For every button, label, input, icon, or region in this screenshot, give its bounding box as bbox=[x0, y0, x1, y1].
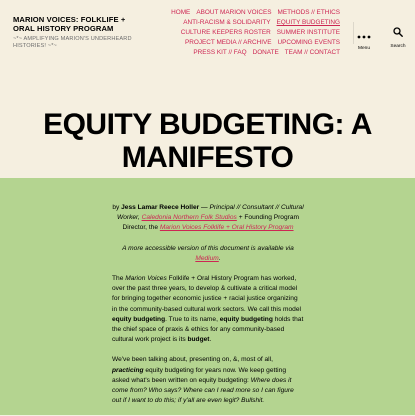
nav-item-summer-institute[interactable]: SUMMER INSTITUTE bbox=[276, 29, 340, 36]
author-role-2: + Founding Program Director, the bbox=[122, 214, 299, 232]
nav-item-donate[interactable]: DONATE bbox=[252, 49, 279, 56]
text: We've been talking about, presenting on, &, most of all, bbox=[112, 356, 273, 364]
org-link[interactable]: Caledonia Northern Folk Studios bbox=[141, 214, 237, 222]
nav-item-methods[interactable]: METHODS // ETHICS bbox=[277, 9, 340, 16]
program-link[interactable]: Marion Voices Folklife + Oral History Program bbox=[159, 224, 294, 232]
nav-row bbox=[168, 38, 340, 48]
nav-item-team-contact[interactable]: TEAM // CONTACT bbox=[284, 49, 340, 56]
accessible-note-text: A more accessible version of this document is available via bbox=[122, 244, 294, 252]
search-label: Search bbox=[390, 44, 406, 49]
menu-label: Menu bbox=[358, 46, 370, 51]
text-strong: budget bbox=[187, 336, 210, 344]
nav-row bbox=[168, 48, 340, 58]
nav-row bbox=[168, 8, 340, 18]
nav-item-project-media[interactable]: PROJECT MEDIA // ARCHIVE bbox=[184, 39, 272, 46]
paragraph-1 bbox=[112, 274, 304, 345]
nav-item-home[interactable]: HOME bbox=[171, 9, 191, 16]
nav-item-equity-budgeting[interactable]: EQUITY BUDGETING bbox=[276, 19, 340, 26]
site-header bbox=[0, 0, 415, 75]
text: holds that the chief space of praxis & ethics for any community-based cultural work project is its bbox=[112, 315, 304, 344]
paragraph-2 bbox=[112, 355, 304, 406]
text-emphasis: Where does it come from? Who says? Where can I read more so I can figure out if I want to do this; if y'all are even legit? Bullshit. bbox=[112, 376, 294, 405]
text-strong: equity budgeting bbox=[219, 315, 273, 323]
menu-button[interactable] bbox=[354, 26, 374, 51]
nav-row bbox=[168, 28, 340, 38]
text: . bbox=[209, 336, 212, 344]
search-icon bbox=[393, 27, 403, 37]
byline bbox=[112, 203, 304, 234]
byline-prefix: by bbox=[112, 204, 120, 211]
text: The bbox=[112, 275, 126, 283]
author-role: — Principal // Consultant // Cultural Worker, bbox=[117, 204, 304, 222]
header-divider bbox=[353, 22, 354, 44]
site-title[interactable]: MARION VOICES: FOLKLIFE + ORAL HISTORY PROGRAM bbox=[13, 15, 126, 33]
primary-nav bbox=[168, 8, 340, 58]
text-strong: equity budgeting bbox=[112, 315, 166, 323]
nav-item-upcoming-events[interactable]: UPCOMING EVENTS bbox=[277, 39, 340, 46]
nav-item-culture-keepers[interactable]: CULTURE KEEPERS ROSTER bbox=[180, 29, 271, 36]
page-title: EQUITY BUDGETING: A MANIFESTO bbox=[43, 108, 372, 175]
text: . True to its name, bbox=[165, 315, 220, 323]
nav-row bbox=[168, 18, 340, 28]
medium-link[interactable]: Medium bbox=[195, 254, 219, 262]
site-description: ~*~ AMPLIFYING MARION'S UNDERHEARD HISTORIES! ~*~ bbox=[13, 36, 132, 49]
nav-item-about[interactable]: ABOUT MARION VOICES bbox=[196, 9, 272, 16]
text-emphasis: Marion Voices bbox=[125, 275, 167, 283]
search-button[interactable] bbox=[388, 24, 408, 49]
author-name: Jess Lamar Reece Holler bbox=[121, 204, 200, 211]
ellipsis-icon bbox=[357, 35, 371, 39]
text-strong: practicing bbox=[112, 366, 144, 374]
text: equity budgeting for years now. We keep getting asked what's been written on equity budgeting: bbox=[112, 366, 286, 384]
text: Folklife + Oral History Program has worked, over the past three years, to develop & cultivate a critical model for bringing together economic justice + racial justice organizing in the community-based cultural work sectors. We call this model bbox=[112, 275, 301, 313]
accessible-note: A more accessible version of this document is available via Medium. bbox=[122, 244, 294, 262]
nav-item-anti-racism[interactable]: ANTI-RACISM & SOLIDARITY bbox=[183, 19, 271, 26]
article-content bbox=[112, 203, 304, 416]
nav-item-press-kit[interactable]: PRESS KIT // FAQ bbox=[193, 49, 247, 56]
